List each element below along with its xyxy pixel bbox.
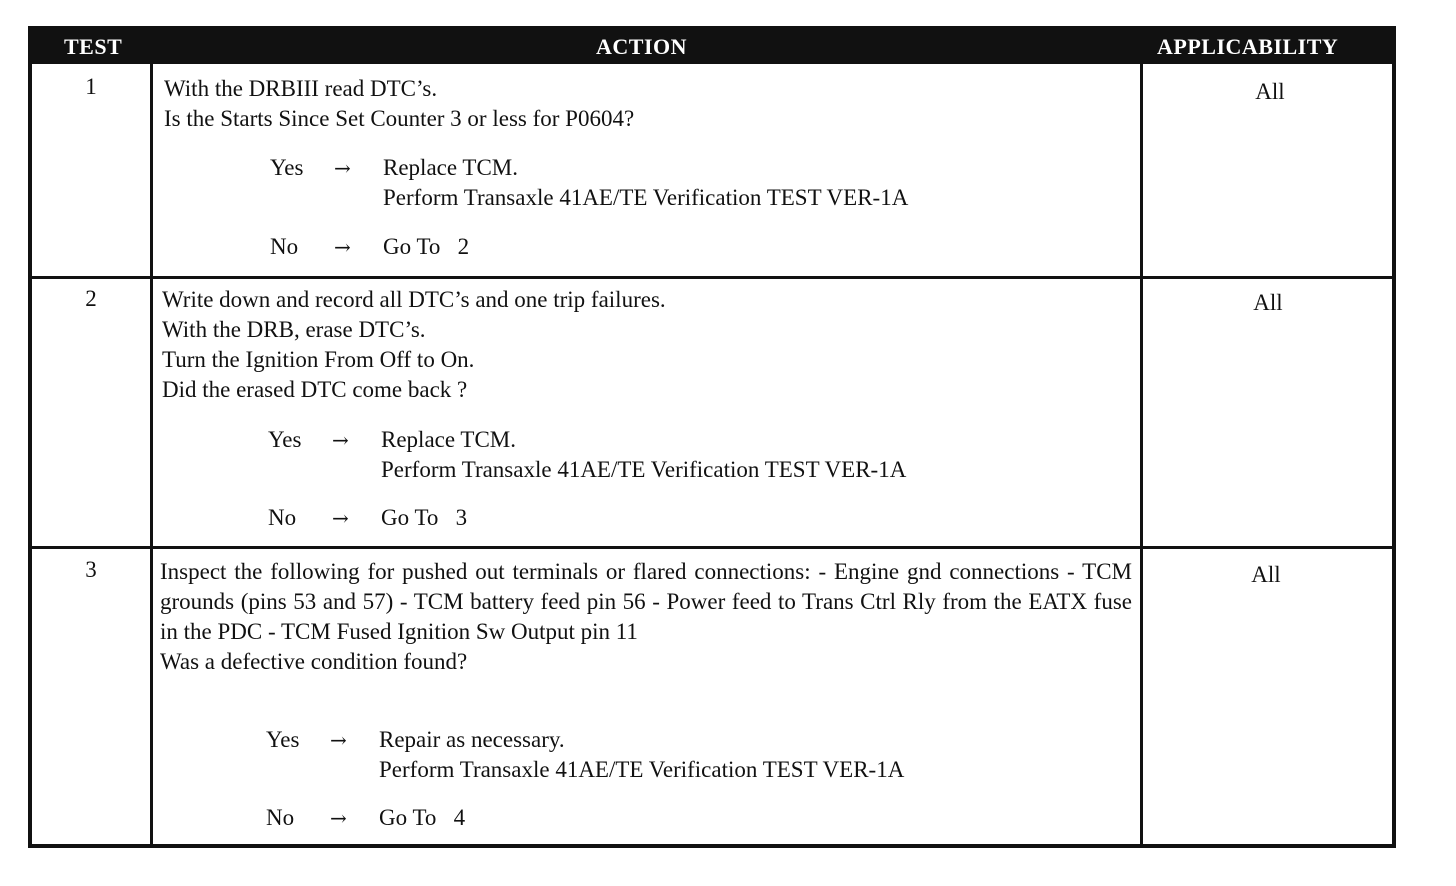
test-number: 2 <box>85 286 97 311</box>
yes-result-line: Perform Transaxle 41AE/TE Verification TEST VER-1A <box>381 457 907 482</box>
yes-result-line: Replace TCM. <box>381 427 516 452</box>
arrow-right-icon: → <box>330 806 347 830</box>
diagnostic-test-table <box>28 26 1396 848</box>
yes-label: Yes <box>266 727 300 752</box>
header-applicability: APPLICABILITY <box>1157 34 1339 59</box>
no-label: No <box>268 505 297 530</box>
action-text <box>164 74 634 134</box>
header-test: TEST <box>64 34 123 59</box>
arrow-right-icon: → <box>334 235 351 259</box>
yes-result-line: Perform Transaxle 41AE/TE Verification TEST VER-1A <box>383 185 909 210</box>
header-action: ACTION <box>596 34 688 59</box>
yes-result-line: Repair as necessary. <box>379 727 565 752</box>
table-header <box>32 30 1392 64</box>
action-line: Inspect the following for pushed out terminals or flared connections: - Engine gnd connections - TCM grounds (pins 53 and 57) - TCM battery feed pin 56 - Power feed to Trans Ctrl Rly from the EATX fuse in the PDC - TCM Fused Ignition Sw Output pin 11 <box>160 559 1132 644</box>
row-divider-1 <box>32 276 1392 279</box>
applicability-value: All <box>1255 79 1285 104</box>
arrow-right-icon: → <box>334 156 351 180</box>
action-line: With the DRB, erase DTC’s. <box>162 317 426 342</box>
action-line: Write down and record all DTC’s and one trip failures. <box>162 287 666 312</box>
action-line: Turn the Ignition From Off to On. <box>162 347 475 372</box>
column-divider-applicability <box>1140 64 1143 844</box>
arrow-right-icon: → <box>332 506 349 530</box>
action-line: With the DRBIII read DTC’s. <box>164 76 438 101</box>
applicability-value: All <box>1251 562 1281 587</box>
no-result: Go To 2 <box>383 234 470 259</box>
no-result: Go To 4 <box>379 805 466 830</box>
column-divider-test <box>150 64 153 844</box>
action-text <box>160 557 1132 677</box>
no-label: No <box>270 234 299 259</box>
yes-result-line: Perform Transaxle 41AE/TE Verification TEST VER-1A <box>379 757 905 782</box>
action-line: Is the Starts Since Set Counter 3 or less for P0604? <box>164 106 635 131</box>
applicability-value: All <box>1253 290 1283 315</box>
action-line: Was a defective condition found? <box>160 649 468 674</box>
arrow-right-icon: → <box>330 728 347 752</box>
yes-result-line: Replace TCM. <box>383 155 518 180</box>
no-label: No <box>266 805 295 830</box>
test-number: 1 <box>85 74 97 99</box>
row-divider-2 <box>32 546 1392 549</box>
action-text <box>162 285 666 405</box>
test-number: 3 <box>85 557 97 582</box>
no-result: Go To 3 <box>381 505 468 530</box>
action-line: Did the erased DTC come back ? <box>162 377 468 402</box>
yes-label: Yes <box>268 427 302 452</box>
arrow-right-icon: → <box>332 428 349 452</box>
yes-label: Yes <box>270 155 304 180</box>
